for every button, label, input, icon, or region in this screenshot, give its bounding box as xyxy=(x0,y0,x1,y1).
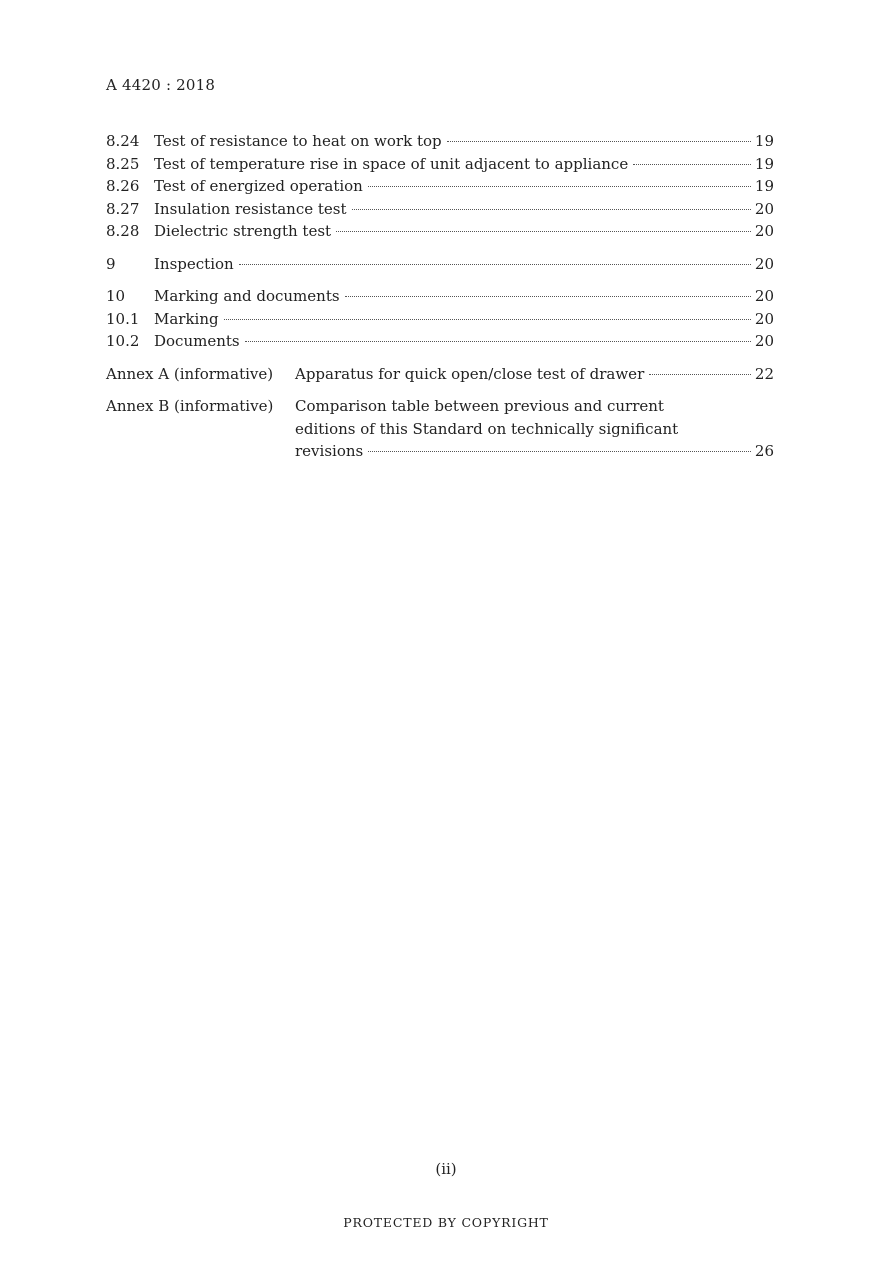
toc-entry-number: 8.24 xyxy=(106,132,140,150)
toc-entry[interactable] xyxy=(106,330,774,353)
annex-title-line: revisions xyxy=(295,442,364,460)
toc-entry-title: Documents xyxy=(154,332,240,350)
annex-title: Apparatus for quick open/close test of drawer xyxy=(295,364,645,383)
toc-entry-title: Test of temperature rise in space of unit adjacent to appliance xyxy=(154,154,629,173)
dot-leader xyxy=(649,374,751,375)
toc-annex-entry[interactable] xyxy=(106,363,774,386)
toc-entry[interactable] xyxy=(106,198,774,221)
dot-leader xyxy=(447,141,751,142)
toc-entry-number: 9 xyxy=(106,254,116,273)
annex-page: 26 xyxy=(754,442,774,460)
annex-label: Annex A (informative) xyxy=(106,364,274,383)
dot-leader xyxy=(245,341,751,342)
copyright-notice: PROTECTED BY COPYRIGHT xyxy=(343,1215,549,1230)
toc-annex-entry[interactable] xyxy=(106,395,774,463)
dot-leader xyxy=(239,264,751,265)
toc-entry-title: Test of resistance to heat on work top xyxy=(154,132,442,150)
dot-leader xyxy=(368,451,751,452)
toc-entry-number: 8.25 xyxy=(106,154,140,173)
toc-entry-number: 8.28 xyxy=(106,222,140,240)
annex-title-line: editions of this Standard on technically significant xyxy=(295,419,679,438)
toc-entry-page: 20 xyxy=(754,309,774,328)
toc-entry[interactable] xyxy=(106,285,774,308)
table-of-contents xyxy=(106,130,774,463)
toc-entry-page: 20 xyxy=(754,222,774,240)
toc-entry-page: 19 xyxy=(754,132,774,150)
toc-entry-title: Insulation resistance test xyxy=(154,199,347,218)
page-number: (ii) xyxy=(435,1160,457,1178)
toc-entry[interactable] xyxy=(106,308,774,331)
toc-entry-number: 10.2 xyxy=(106,332,140,350)
toc-entry-number: 8.26 xyxy=(106,177,140,195)
toc-entry-number: 10.1 xyxy=(106,309,140,328)
toc-entry-title: Marking and documents xyxy=(154,287,340,305)
toc-entry[interactable] xyxy=(106,220,774,243)
toc-entry-title: Marking xyxy=(154,309,219,328)
toc-entry-page: 20 xyxy=(754,287,774,305)
toc-entry[interactable] xyxy=(106,175,774,198)
dot-leader xyxy=(368,186,751,187)
toc-entry[interactable] xyxy=(106,153,774,176)
toc-entry-title: Test of energized operation xyxy=(154,177,363,195)
toc-entry-number: 10 xyxy=(106,287,126,305)
toc-entry-page: 20 xyxy=(754,199,774,218)
toc-entry-page: 19 xyxy=(754,154,774,173)
document-code: A 4420 : 2018 xyxy=(106,76,216,94)
toc-entry-title: Inspection xyxy=(154,254,234,273)
toc-entry-number: 8.27 xyxy=(106,199,140,218)
toc-entry[interactable] xyxy=(106,130,774,153)
dot-leader xyxy=(336,231,751,232)
dot-leader xyxy=(633,164,751,165)
toc-entry[interactable] xyxy=(106,253,774,276)
annex-title-line: Comparison table between previous and current xyxy=(295,397,664,415)
toc-entry-title: Dielectric strength test xyxy=(154,222,332,240)
dot-leader xyxy=(345,296,751,297)
toc-entry-page: 19 xyxy=(754,177,774,195)
dot-leader xyxy=(224,319,751,320)
dot-leader xyxy=(352,209,751,210)
annex-label: Annex B (informative) xyxy=(106,397,274,415)
toc-entry-page: 20 xyxy=(754,254,774,273)
annex-page: 22 xyxy=(754,364,774,383)
toc-entry-page: 20 xyxy=(754,332,774,350)
